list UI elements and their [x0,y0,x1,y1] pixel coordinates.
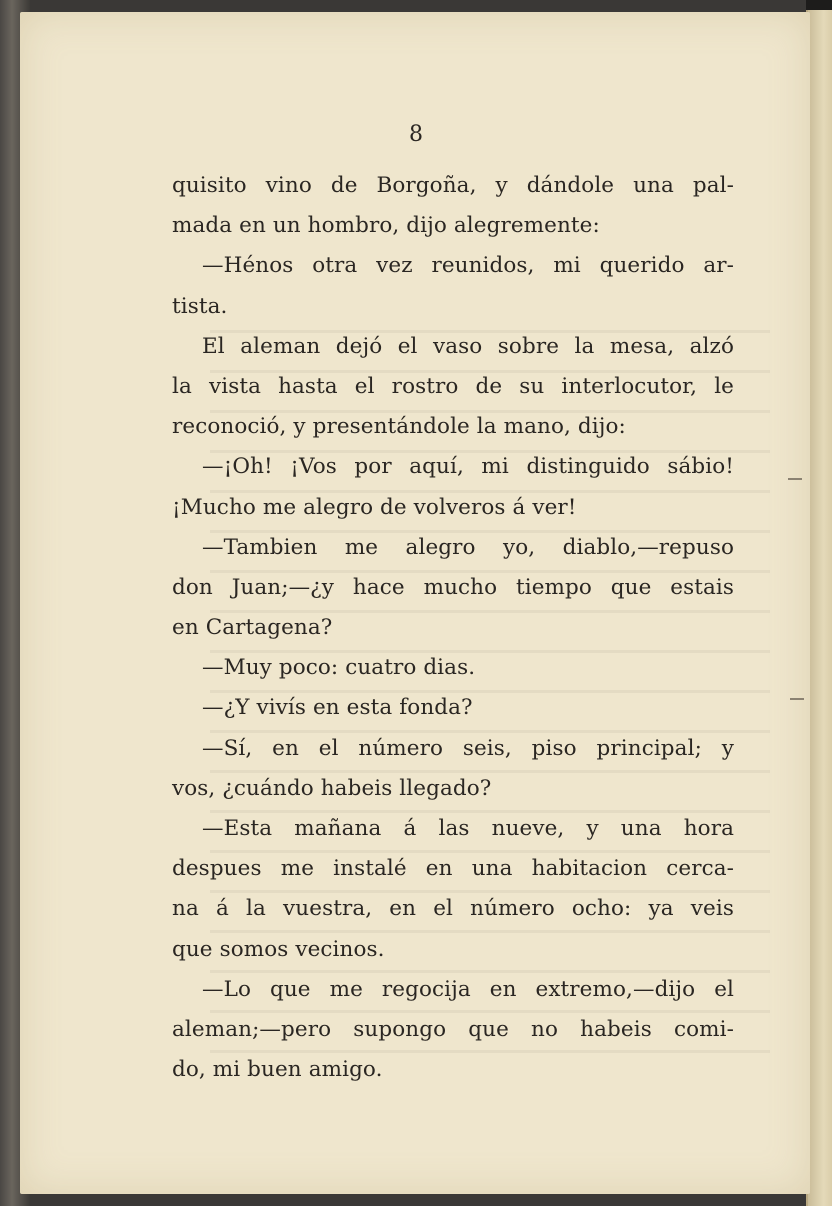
text-line: ¡Mucho me alegro de volveros á ver! [172,494,577,520]
text-line: —Lo que me regocija en extremo,—dijo el [202,976,734,1002]
text-line: que somos vecinos. [172,936,385,962]
text-line: —¡Oh! ¡Vos por aquí, mi distinguido sábio! [202,454,734,480]
text-line: quisito vino de Borgoña, y dándole una pal- [172,173,734,198]
text-line: —Sí, en el número seis, piso principal; y [202,735,734,761]
text-line: —Tambien me alegro yo, diablo,—repuso [202,534,734,560]
text-line: —Esta mañana á las nueve, y una hora [202,816,734,841]
text-line: —Muy poco: cuatro dias. [202,655,476,681]
text-line: en Cartagena? [172,615,333,641]
page-text [172,166,734,1090]
text-line: mada en un hombro, dijo alegremente: [172,213,600,239]
text-line: do, mi buen amigo. [172,1057,383,1083]
margin-mark-2 [790,698,804,700]
text-line: vos, ¿cuándo habeis llegado? [172,775,492,801]
text-line: reconoció, y presentándole la mano, dijo: [172,414,626,440]
text-line: la vista hasta el rostro de su interlocutor, le [172,373,734,399]
text-line: tista. [172,293,228,319]
text-line: —Hénos otra vez reunidos, mi querido ar- [202,253,734,279]
text-line: despues me instalé en una habitacion cerca- [172,856,734,882]
page-number: 8 [409,122,423,147]
text-line: aleman;—pero supongo que no habeis comi- [172,1016,734,1042]
text-line: na á la vuestra, en el número ocho: ya veis [172,896,734,922]
text-line: El aleman dejó el vaso sobre la mesa, alzó [202,333,734,359]
margin-mark-1 [788,478,802,480]
text-line: don Juan;—¿y hace mucho tiempo que estais [172,574,734,600]
text-line: —¿Y vivís en esta fonda? [202,695,473,721]
